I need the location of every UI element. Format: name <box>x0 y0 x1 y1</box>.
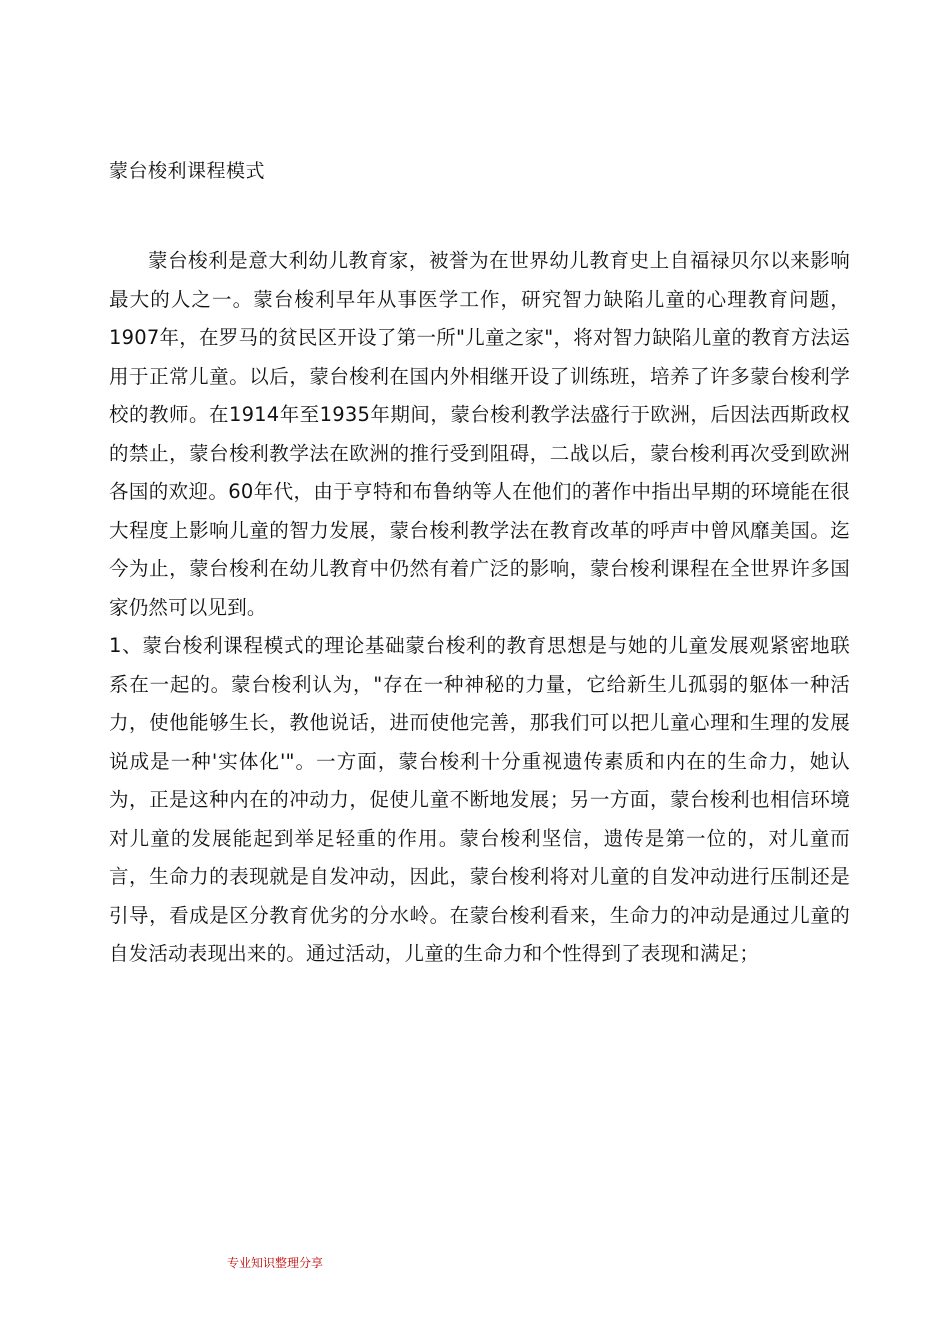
document-body <box>109 242 850 974</box>
page-footer: 专业知识整理分享 <box>227 1256 324 1270</box>
document-title: 蒙台梭利课程模式 <box>109 160 266 182</box>
intro-paragraph: 蒙台梭利是意大利幼儿教育家，被誉为在世界幼儿教育史上自福禄贝尔以来影响最大的人之一。蒙台梭利早年从事医学工作，研究智力缺陷儿童的心理教育问题，1907年，在罗马的贫民区开设了第一所"儿童之家"，将对智力缺陷儿童的教育方法运用于正常儿童。以后，蒙台梭利在国内外相继开设了训练班，培养了许多蒙台梭利学校的教师。在1914年至1935年期间，蒙台梭利教学法盛行于欧洲，后因法西斯政权的禁止，蒙台梭利教学法在欧洲的推行受到阻碍，二战以后，蒙台梭利再次受到欧洲各国的欢迎。60年代，由于亨特和布鲁纳等人在他们的著作中指出早期的环境能在很大程度上影响儿童的智力发展，蒙台梭利教学法在教育改革的呼声中曾风靡美国。迄今为止，蒙台梭利在幼儿教育中仍然有着广泛的影响，蒙台梭利课程在全世界许多国家仍然可以见到。 <box>109 249 850 619</box>
section-1-paragraph: 1、蒙台梭利课程模式的理论基础蒙台梭利的教育思想是与她的儿童发展观紧密地联系在一起的。蒙台梭利认为，"存在一种神秘的力量，它给新生儿孤弱的躯体一种活力，使他能够生长，教他说话，进而使他完善，那我们可以把儿童心理和生理的发展说成是一种'实体化'"。一方面，蒙台梭利十分重视遗传素质和内在的生命力，她认为，正是这种内在的冲动力，促使儿童不断地发展；另一方面，蒙台梭利也相信环境对儿童的发展能起到举足轻重的作用。蒙台梭利坚信，遗传是第一位的，对儿童而言，生命力的表现就是自发冲动，因此，蒙台梭利将对儿童的自发冲动进行压制还是引导，看成是区分教育优劣的分水岭。在蒙台梭利看来，生命力的冲动是通过儿童的自发活动表现出来的。通过活动，儿童的生命力和个性得到了表现和满足； <box>109 634 850 965</box>
